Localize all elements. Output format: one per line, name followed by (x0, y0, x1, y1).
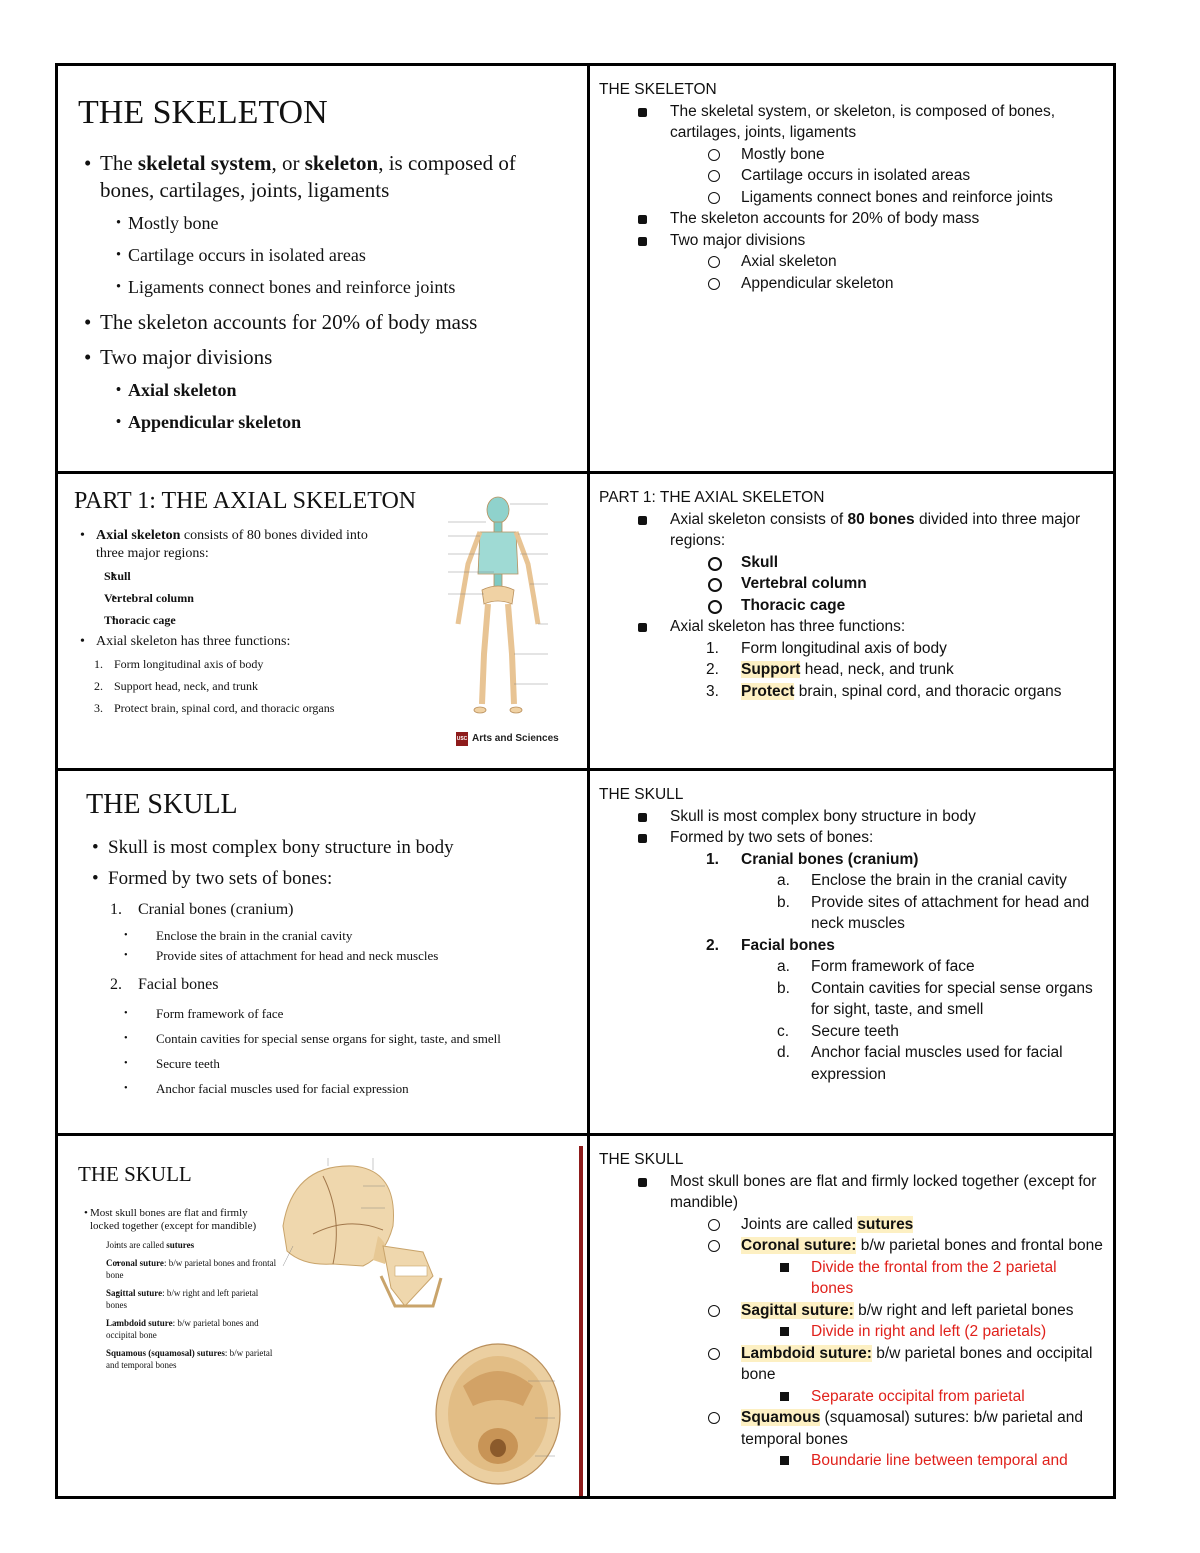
slide-subbullet: • Cartilage occurs in isolated areas (78, 242, 567, 269)
slide-subbullet: • Vertebral column (74, 589, 394, 607)
notes-title: THE SKELETON (599, 81, 717, 98)
notes-bullet: Most skull bones are flat and firmly locked together (except for mandible) (599, 1171, 1103, 1214)
slide-bullet: • Two major divisions (78, 344, 567, 371)
notes-grid (55, 63, 1116, 1499)
slide-subbullet: • Axial skeleton (78, 377, 567, 404)
slide-subbullet: • Contain cavities for special sense organs for sight, taste, and smell (86, 1026, 573, 1051)
slide-bullet: • Axial skeleton consists of 80 bones divided into three major regions: (74, 527, 394, 563)
slide-bullet: • Formed by two sets of bones: (86, 866, 573, 891)
notes-subbullet: Squamous (squamosal) sutures: b/w parietal and temporal bones (599, 1407, 1103, 1450)
slide-subbullet: • Squamous (squamosal) sutures: b/w parietal and temporal bones (78, 1347, 278, 1371)
notes-red-note: Divide in right and left (2 parietals) (599, 1321, 1103, 1343)
slide-bullet: • Skull is most complex bony structure in body (86, 835, 573, 860)
slide-skull (58, 771, 590, 1136)
slide-subbullet: • Skull (74, 567, 394, 585)
slide-bullet: • The skeleton accounts for 20% of body mass (78, 309, 567, 336)
slide-numbered: 1. Cranial bones (cranium) (110, 901, 294, 918)
slide-subbullet: • Appendicular skeleton (78, 409, 567, 436)
slide-subbullet: • Form framework of face (86, 1001, 573, 1026)
slide-skeleton (58, 66, 590, 474)
notes-subbullet: Mostly bone (599, 144, 1103, 166)
slide-title: THE SKULL (78, 1162, 192, 1186)
slide-numbered: 2. Support head, neck, and trunk (94, 679, 258, 693)
slide-subbullet: • Sagittal suture: b/w right and left parietal bones (78, 1287, 278, 1311)
slide-subbullet: • Ligaments connect bones and reinforce joints (78, 274, 567, 301)
slide-subbullet: • Joints are called sutures (78, 1239, 278, 1251)
notes-bullet: Formed by two sets of bones: (599, 827, 1103, 849)
notes-subbullet: Coronal suture: b/w parietal bones and frontal bone (599, 1235, 1103, 1257)
notes-subbullet: Thoracic cage (599, 595, 1103, 617)
notes-subbullet: Axial skeleton (599, 251, 1103, 273)
slide-bullet: • The skeletal system, or skeleton, is composed of bones, cartilages, joints, ligaments (78, 150, 567, 204)
slide-title: THE SKULL (86, 789, 238, 820)
notes-title: THE SKULL (599, 786, 684, 803)
notes-bullet: The skeletal system, or skeleton, is composed of bones, cartilages, joints, ligaments (599, 101, 1103, 144)
notes-subbullet: Vertebral column (599, 573, 1103, 595)
notes-subbullet: Joints are called sutures (599, 1214, 1103, 1236)
notes-bullet: Skull is most complex bony structure in body (599, 806, 1103, 828)
notes-lettered: d. Anchor facial muscles used for facial expression (777, 1044, 1063, 1083)
slide-numbered: 3. Protect brain, spinal cord, and thoracic organs (94, 701, 335, 715)
notes-subbullet: Cartilage occurs in isolated areas (599, 165, 1103, 187)
slide-bullet: • Axial skeleton has three functions: (74, 633, 394, 651)
slide-subbullet: • Lambdoid suture: b/w parietal bones and occipital bone (78, 1317, 278, 1341)
notes-bullet: Two major divisions (599, 230, 1103, 252)
notes-title: PART 1: THE AXIAL SKELETON (599, 489, 825, 506)
slide-accent-bar (579, 1146, 583, 1496)
slide-numbered: 1. Form longitudinal axis of body (94, 657, 264, 671)
slide-skull-sutures (58, 1136, 590, 1496)
notes-red-note: Boundarie line between temporal and (599, 1450, 1103, 1472)
notes-lettered: c. Secure teeth (777, 1022, 899, 1040)
slide-subbullet: • Enclose the brain in the cranial cavity (86, 926, 573, 946)
notes-title: THE SKULL (599, 1151, 684, 1168)
slide-subbullet: • Secure teeth (86, 1051, 573, 1076)
notes-bullet: The skeleton accounts for 20% of body mass (599, 208, 1103, 230)
arts-and-sciences-logo: Arts and Sciences (472, 733, 559, 744)
notes-bullet: Axial skeleton has three functions: (599, 616, 1103, 638)
slide-subbullet: • Thoracic cage (74, 611, 394, 629)
notes-bullet: Axial skeleton consists of 80 bones divided into three major regions: (599, 509, 1103, 552)
notes-skeleton (590, 66, 1113, 474)
notes-numbered: 2. Support head, neck, and trunk (706, 661, 954, 678)
notes-subbullet: Ligaments connect bones and reinforce joints (599, 187, 1103, 209)
notes-numbered: 2. Facial bones (706, 936, 835, 954)
notes-numbered: 3. Protect brain, spinal cord, and thoracic organs (706, 682, 1062, 700)
notes-subbullet: Lambdoid suture: b/w parietal bones and occipital bone (599, 1343, 1103, 1386)
slide-numbered: 2. Facial bones (110, 976, 219, 993)
notes-red-note: Separate occipital from parietal (599, 1386, 1103, 1408)
notes-numbered: 1. Form longitudinal axis of body (706, 639, 947, 657)
notes-lettered: a. Form framework of face (777, 958, 975, 975)
skeleton-figure (418, 494, 578, 722)
notes-skull (590, 771, 1113, 1136)
slide-subbullet: • Provide sites of attachment for head and neck muscles (86, 946, 573, 966)
slide-title: THE SKELETON (78, 94, 328, 131)
slide-subbullet: • Anchor facial muscles used for facial expression (86, 1076, 573, 1101)
notes-lettered: b. Provide sites of attachment for head and neck muscles (777, 893, 1090, 932)
slide-subbullet: • Mostly bone (78, 210, 567, 237)
notes-numbered: 1. Cranial bones (cranium) (706, 850, 919, 868)
notes-subbullet: Skull (599, 552, 1103, 574)
slide-bullet: • Most skull bones are flat and firmly locked together (except for mandible) (78, 1207, 278, 1233)
notes-lettered: a. Enclose the brain in the cranial cavity (777, 872, 1067, 889)
notes-skull-sutures (590, 1136, 1113, 1496)
usc-logo-mark: USC (456, 732, 468, 746)
notes-subbullet: Appendicular skeleton (599, 273, 1103, 295)
notes-red-note: Divide the frontal from the 2 parietal bones (599, 1257, 1103, 1300)
skull-figure (273, 1156, 583, 1496)
notes-subbullet: Sagittal suture: b/w right and left parietal bones (599, 1300, 1103, 1322)
notes-lettered: b. Contain cavities for special sense organs for sight, taste, and smell (777, 979, 1093, 1018)
slide-axial-skeleton (58, 474, 590, 771)
slide-title: PART 1: THE AXIAL SKELETON (74, 488, 417, 514)
slide-subbullet: • Coronal suture: b/w parietal bones and frontal bone (78, 1257, 278, 1281)
notes-axial-skeleton (590, 474, 1113, 771)
